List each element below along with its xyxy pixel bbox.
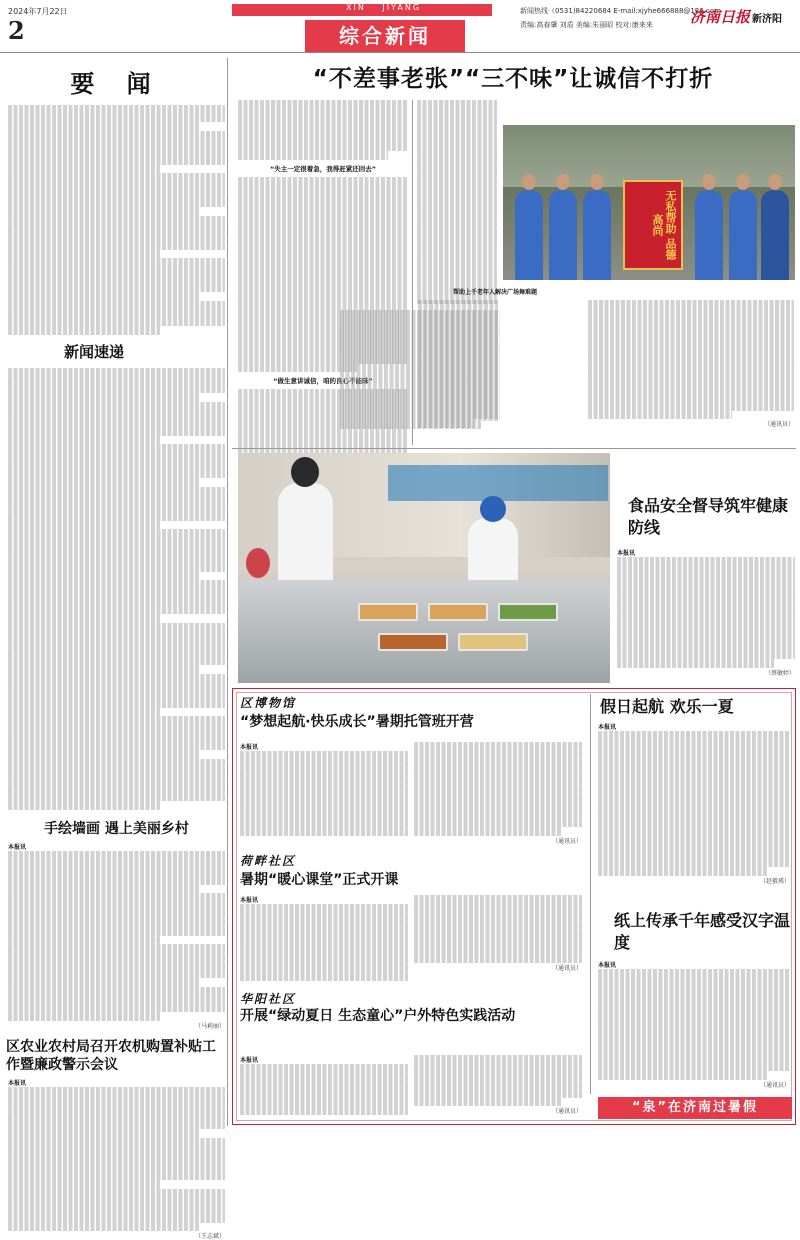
wall-painting-byline: 本报讯 (8, 842, 225, 851)
masthead (0, 0, 800, 55)
food-safety-credit: （蔡敏婷） (617, 668, 795, 677)
left-column (6, 58, 228, 1126)
library-byline: 本报讯 (240, 742, 408, 751)
serving-counter (238, 580, 610, 684)
paper-cut-credit: （通讯员） (598, 1080, 790, 1089)
honor-banner: 无私帮助 品德高尚 (623, 180, 683, 270)
agri-meeting-credit: （王志斌） (8, 1231, 225, 1240)
lead-story-col2 (417, 100, 497, 304)
huayang-credit: （通讯员） (414, 1106, 582, 1115)
huayang-text-col2 (414, 1055, 582, 1115)
canteen-photo (238, 453, 610, 683)
photo-person (549, 190, 577, 280)
section-headline-yaowen: 要 闻 (6, 64, 227, 99)
library-credit: （通讯员） (414, 836, 582, 845)
photo-person (761, 190, 789, 280)
library-headline: “梦想起航·快乐成长”暑期托管班开营 (240, 711, 585, 731)
lead-story-credit: （通讯员） (588, 419, 794, 428)
food-tray (498, 603, 558, 621)
yaowen-text (6, 105, 227, 335)
heyi-kicker: 荷畔社区 (240, 852, 585, 869)
food-safety-text (617, 548, 795, 677)
headline-food-safety: 食品安全督导筑牢健康防线 (628, 495, 794, 539)
bottom-banner: “泉”在济南过暑假 (598, 1097, 792, 1119)
photo-person (695, 190, 723, 280)
paper-cut-text (598, 960, 790, 1089)
logo-decal (246, 548, 270, 578)
headline-paper-cut: 纸上传承千年感受汉字温度 (614, 910, 790, 954)
huayang-kicker: 华阳社区 (240, 990, 585, 1007)
pinyin-right: JIYANG (382, 3, 421, 12)
team-photo (503, 125, 795, 280)
heyi-text-col2 (414, 895, 582, 972)
huayang-article (240, 990, 585, 1025)
library-article (240, 694, 585, 731)
photo-person (515, 190, 543, 280)
huayang-byline: 本报讯 (240, 1055, 408, 1064)
masthead-rule (0, 52, 800, 53)
sudi-text (6, 368, 227, 810)
food-tray (458, 633, 528, 651)
huayang-text-col1 (240, 1055, 408, 1115)
hotline: 新闻热线（0531)84220684 E-mail:xjyhe666888@126.com (520, 6, 721, 16)
wall-painting-credit: （马莉丽） (8, 1021, 225, 1030)
heyi-byline: 本报讯 (240, 895, 408, 904)
section-divider (232, 448, 796, 449)
heyi-headline: 暑期“暖心课堂”正式开课 (240, 869, 585, 889)
huayang-headline: 开展“绿动夏日 生态童心”户外特色实践活动 (240, 1007, 585, 1025)
food-tray (428, 603, 488, 621)
library-kicker: 区博物馆 (240, 694, 585, 711)
canteen-shelf (388, 465, 608, 501)
pinyin-left: XIN (346, 3, 366, 12)
wall-painting-text (6, 842, 227, 1030)
food-tray (358, 603, 418, 621)
lead-subhead-2: “做生意讲诚信，咱的良心不能昧” (238, 376, 408, 385)
lead-headline: “不差事老张”“三不味”让诚信不打折 (232, 60, 794, 93)
page-number: 2 (8, 16, 25, 45)
summer-credit: （赵毅瑛） (598, 876, 790, 885)
masthead-pinyin (340, 3, 427, 12)
staff-line: 责编:高春肇 刘盾 美编:朱丽昭 校对:康来来 (520, 20, 653, 30)
section-headline-sudi: 新闻速递 (6, 341, 227, 362)
summer-text (598, 722, 790, 885)
section-title: 综合新闻 (305, 20, 465, 52)
lead-story-col4 (418, 300, 498, 428)
headline-summer: 假日起航 欢乐一夏 (600, 696, 790, 718)
newspaper-logo (690, 6, 782, 27)
lead-subhead-1: “失主一定很着急，我得赶紧还回去” (238, 164, 408, 173)
issue-date: 2024年7月22日 (8, 6, 68, 17)
photo-background (503, 125, 795, 187)
heyi-article (240, 852, 585, 889)
lead-story-col5 (588, 300, 794, 428)
agri-meeting-text (6, 1078, 227, 1240)
photo-person (583, 190, 611, 280)
frame-column-divider (590, 694, 591, 1094)
summer-byline: 本报讯 (598, 722, 790, 731)
agri-meeting-byline: 本报讯 (8, 1078, 225, 1087)
food-tray (378, 633, 448, 651)
photo-caption: 帮助上千老年人解决广场舞难题 (410, 287, 580, 296)
food-safety-byline: 本报讯 (617, 548, 795, 557)
headline-agri-meeting: 区农业农村局召开农机购置补贴工作暨廉政警示会议 (6, 1038, 227, 1074)
paper-cut-byline: 本报讯 (598, 960, 790, 969)
library-text-col2 (414, 742, 582, 845)
logo-subtext: 新济阳 (752, 14, 782, 25)
photo-person (729, 190, 757, 280)
logo-text: 济南日报 (690, 8, 750, 26)
library-text-col1 (240, 742, 408, 836)
heyi-credit: （通讯员） (414, 963, 582, 972)
heyi-text-col1 (240, 895, 408, 981)
headline-wall-painting: 手绘墙画 遇上美丽乡村 (6, 818, 227, 838)
